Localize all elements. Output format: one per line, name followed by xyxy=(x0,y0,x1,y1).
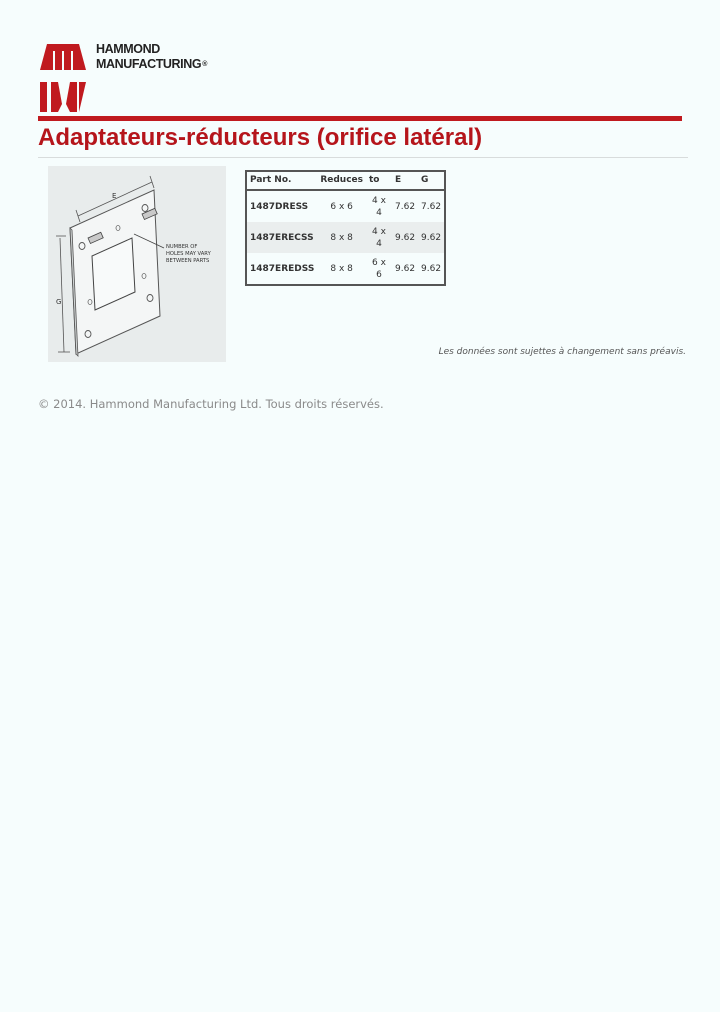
title-divider xyxy=(38,157,688,158)
e-cell: 9.62 xyxy=(392,222,418,253)
g-cell: 9.62 xyxy=(418,222,445,253)
brand-line-1: HAMMOND xyxy=(96,42,160,56)
parts-table xyxy=(245,170,446,286)
reduces-cell: 8 x 8 xyxy=(317,222,366,253)
header-reduces: Reduces xyxy=(317,171,366,190)
header-g: G xyxy=(418,171,445,190)
header-part-no: Part No. xyxy=(246,171,317,190)
hammond-hw-logo-icon xyxy=(38,42,88,114)
product-drawing xyxy=(48,166,226,362)
header-red-rule xyxy=(38,116,682,121)
registered-mark: ® xyxy=(202,61,207,68)
to-cell: 4 x 4 xyxy=(366,222,392,253)
copyright-footer: © 2014. Hammond Manufacturing Ltd. Tous droits réservés. xyxy=(38,397,384,411)
part-no-cell: 1487ERECSS xyxy=(246,222,317,253)
e-cell: 9.62 xyxy=(395,263,416,274)
g-cell: 7.62 xyxy=(421,201,442,212)
page-title: Adaptateurs-réducteurs (orifice latéral) xyxy=(38,124,483,151)
hammond-logo[interactable] xyxy=(38,42,228,114)
callout-note xyxy=(166,244,212,264)
callout-line-3: BETWEEN PARTS xyxy=(166,258,210,264)
header-e: E xyxy=(392,171,418,190)
header-to: to xyxy=(366,171,392,190)
g-cell: 9.62 xyxy=(421,263,442,274)
dim-g-label: G xyxy=(56,298,62,306)
reduces-cell: 6 x 6 xyxy=(330,201,353,212)
to-cell: 6 x 6 xyxy=(372,257,386,280)
adapter-plate-drawing xyxy=(48,166,226,362)
e-cell: 7.62 xyxy=(395,201,416,212)
callout-line-1: NUMBER OF xyxy=(166,244,198,250)
dim-e-label: E xyxy=(112,192,117,200)
table-header-row xyxy=(246,171,445,190)
callout-line-2: HOLES MAY VARY xyxy=(166,251,211,257)
disclaimer-note: Les données sont sujettes à changement sans préavis. xyxy=(438,347,686,357)
table-row xyxy=(246,253,445,285)
table-row xyxy=(246,190,445,222)
table-row xyxy=(246,222,445,253)
to-cell: 4 x 4 xyxy=(372,195,386,218)
brand-wordmark xyxy=(96,42,207,72)
brand-line-2: MANUFACTURING xyxy=(96,57,202,71)
reduces-cell: 8 x 8 xyxy=(330,263,353,274)
part-no-cell: 1487DRESS xyxy=(250,201,309,212)
part-no-cell: 1487EREDSS xyxy=(250,263,315,274)
